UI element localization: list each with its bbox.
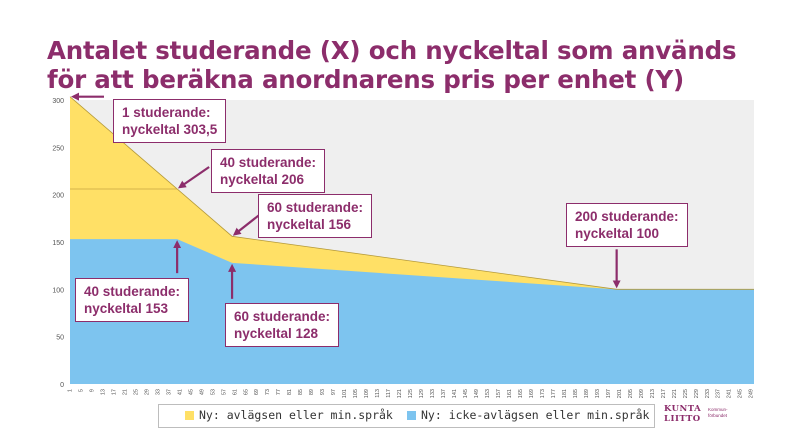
x-tick-label: 217 xyxy=(660,389,667,399)
x-tick-label: 65 xyxy=(243,389,250,396)
x-tick-label: 69 xyxy=(254,389,261,396)
x-tick-label: 193 xyxy=(594,389,601,399)
x-tick-label: 153 xyxy=(484,389,491,399)
x-tick-label: 165 xyxy=(517,389,524,399)
x-tick-label: 205 xyxy=(627,389,634,399)
x-tick-label: 89 xyxy=(309,389,316,396)
callout-200-students: 200 studerande: nyckeltal 100 xyxy=(566,203,688,247)
x-tick-label: 197 xyxy=(605,389,612,399)
legend-item-icke-avlagsen xyxy=(407,408,649,422)
x-tick-label: 21 xyxy=(122,389,129,396)
x-tick-label: 93 xyxy=(320,389,327,396)
x-tick-label: 109 xyxy=(364,389,371,399)
x-tick-label: 85 xyxy=(298,389,305,396)
x-tick-label: 1 xyxy=(67,389,74,393)
legend-label-avlagsen: Ny: avlägsen eller min.språk xyxy=(199,408,393,422)
x-tick-label: 113 xyxy=(375,389,382,398)
x-tick-label: 233 xyxy=(704,389,711,399)
x-tick-label: 45 xyxy=(188,389,195,396)
callout-40-students-blue: 40 studerande: nyckeltal 153 xyxy=(75,278,189,322)
x-tick-label: 105 xyxy=(353,389,360,399)
x-tick-label: 73 xyxy=(265,389,272,396)
x-tick-label: 241 xyxy=(726,389,733,399)
y-tick-label: 200 xyxy=(52,192,64,200)
x-tick-label: 33 xyxy=(155,389,162,396)
chart-legend xyxy=(158,404,655,428)
x-tick-label: 229 xyxy=(693,389,700,399)
x-tick-label: 209 xyxy=(638,389,645,399)
logo-subtext: Kommun- förbundet xyxy=(708,407,728,418)
x-tick-label: 17 xyxy=(111,389,118,396)
y-tick-label: 0 xyxy=(60,382,64,389)
y-tick-label: 250 xyxy=(52,145,64,153)
x-tick-label: 37 xyxy=(166,389,173,396)
legend-label-icke-avlagsen: Ny: icke-avlägsen eller min.språk xyxy=(421,408,650,422)
x-tick-label: 141 xyxy=(452,389,459,399)
x-tick-label: 5 xyxy=(78,389,85,393)
x-tick-label: 145 xyxy=(463,389,470,399)
x-tick-label: 129 xyxy=(419,389,426,399)
callout-60-students-blue: 60 studerande: nyckeltal 128 xyxy=(225,303,339,347)
x-tick-label: 213 xyxy=(649,389,656,399)
x-tick-label: 181 xyxy=(561,389,568,399)
x-tick-label: 97 xyxy=(331,389,338,396)
callout-40-students-yellow: 40 studerande: nyckeltal 206 xyxy=(211,149,325,193)
x-tick-label: 177 xyxy=(550,389,557,399)
logo-wordmark: KUNTA LIITTO xyxy=(664,404,702,424)
x-tick-label: 249 xyxy=(748,389,755,399)
x-tick-label: 9 xyxy=(89,389,96,393)
x-tick-label: 157 xyxy=(495,389,502,399)
legend-swatch-blue xyxy=(407,411,416,420)
x-tick-label: 41 xyxy=(177,389,184,396)
x-tick-label: 245 xyxy=(737,389,744,399)
y-tick-label: 100 xyxy=(52,287,64,295)
chart-title-line-1: Antalet studerande (X) och nyckeltal som används xyxy=(47,36,737,65)
x-tick-label: 173 xyxy=(539,389,546,399)
x-tick-label: 225 xyxy=(682,389,689,399)
legend-swatch-yellow xyxy=(185,411,194,420)
y-tick-label: 150 xyxy=(52,240,64,247)
x-tick-label: 13 xyxy=(100,389,107,396)
x-tick-label: 61 xyxy=(232,389,239,396)
x-tick-label: 169 xyxy=(528,389,535,399)
x-tick-label: 77 xyxy=(276,389,283,396)
x-tick-label: 57 xyxy=(221,389,228,396)
x-tick-label: 53 xyxy=(210,389,217,396)
x-tick-label: 149 xyxy=(474,389,481,399)
chart-title-line-2: för att beräkna anordnarens pris per enhet (Y) xyxy=(47,65,684,94)
y-tick-label: 50 xyxy=(56,334,64,342)
callout-60-students-yellow: 60 studerande: nyckeltal 156 xyxy=(258,194,372,238)
callout-1-student: 1 studerande: nyckeltal 303,5 xyxy=(113,99,226,143)
x-tick-label: 185 xyxy=(572,389,579,399)
kuntaliitto-logo xyxy=(664,405,754,429)
x-tick-label: 133 xyxy=(430,389,437,399)
x-tick-label: 117 xyxy=(386,389,393,398)
x-tick-label: 201 xyxy=(616,389,623,399)
x-tick-label: 189 xyxy=(583,389,590,399)
x-tick-label: 81 xyxy=(287,389,294,396)
legend-item-avlagsen xyxy=(185,408,393,422)
x-tick-label: 221 xyxy=(671,389,678,399)
x-tick-label: 237 xyxy=(715,389,722,399)
x-tick-label: 137 xyxy=(441,389,448,399)
y-tick-label: 300 xyxy=(52,98,64,105)
x-tick-label: 125 xyxy=(408,389,415,399)
x-tick-label: 101 xyxy=(342,389,349,399)
x-tick-label: 25 xyxy=(133,389,140,396)
x-tick-label: 29 xyxy=(144,389,151,396)
x-tick-label: 49 xyxy=(199,389,206,396)
x-tick-label: 161 xyxy=(506,389,513,399)
x-tick-label: 121 xyxy=(397,389,404,399)
